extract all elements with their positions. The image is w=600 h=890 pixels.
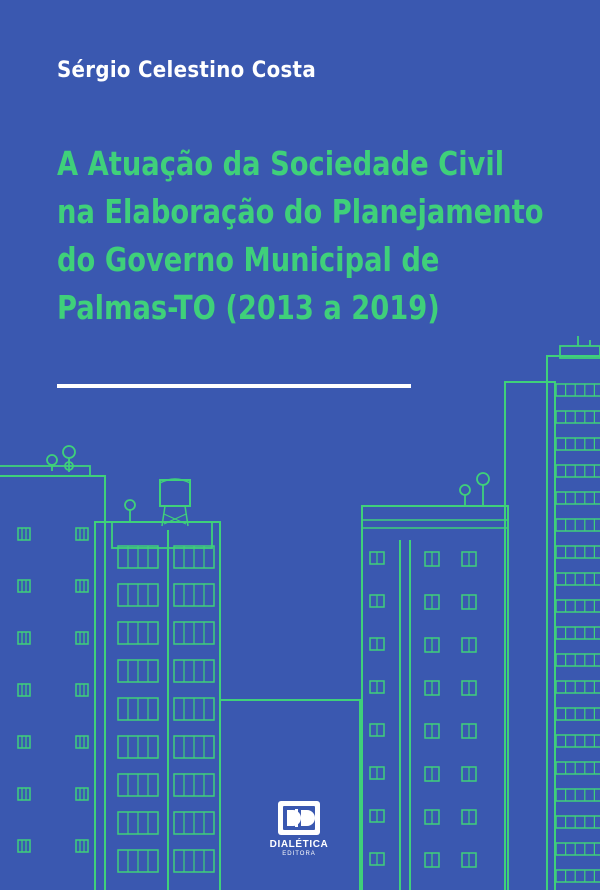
publisher-name: DIALÉTICA [269, 839, 329, 850]
title-line-3: do Governo Municipal de [57, 240, 440, 279]
title-line-1: A Atuação da Sociedade Civil [57, 144, 505, 183]
author-name: Sérgio Celestino Costa [57, 58, 316, 83]
publisher-subtitle: EDITORA [282, 851, 316, 857]
title-line-2: na Elaboração do Planejamento [57, 192, 544, 231]
title-line-4: Palmas-TO (2013 a 2019) [57, 288, 440, 327]
